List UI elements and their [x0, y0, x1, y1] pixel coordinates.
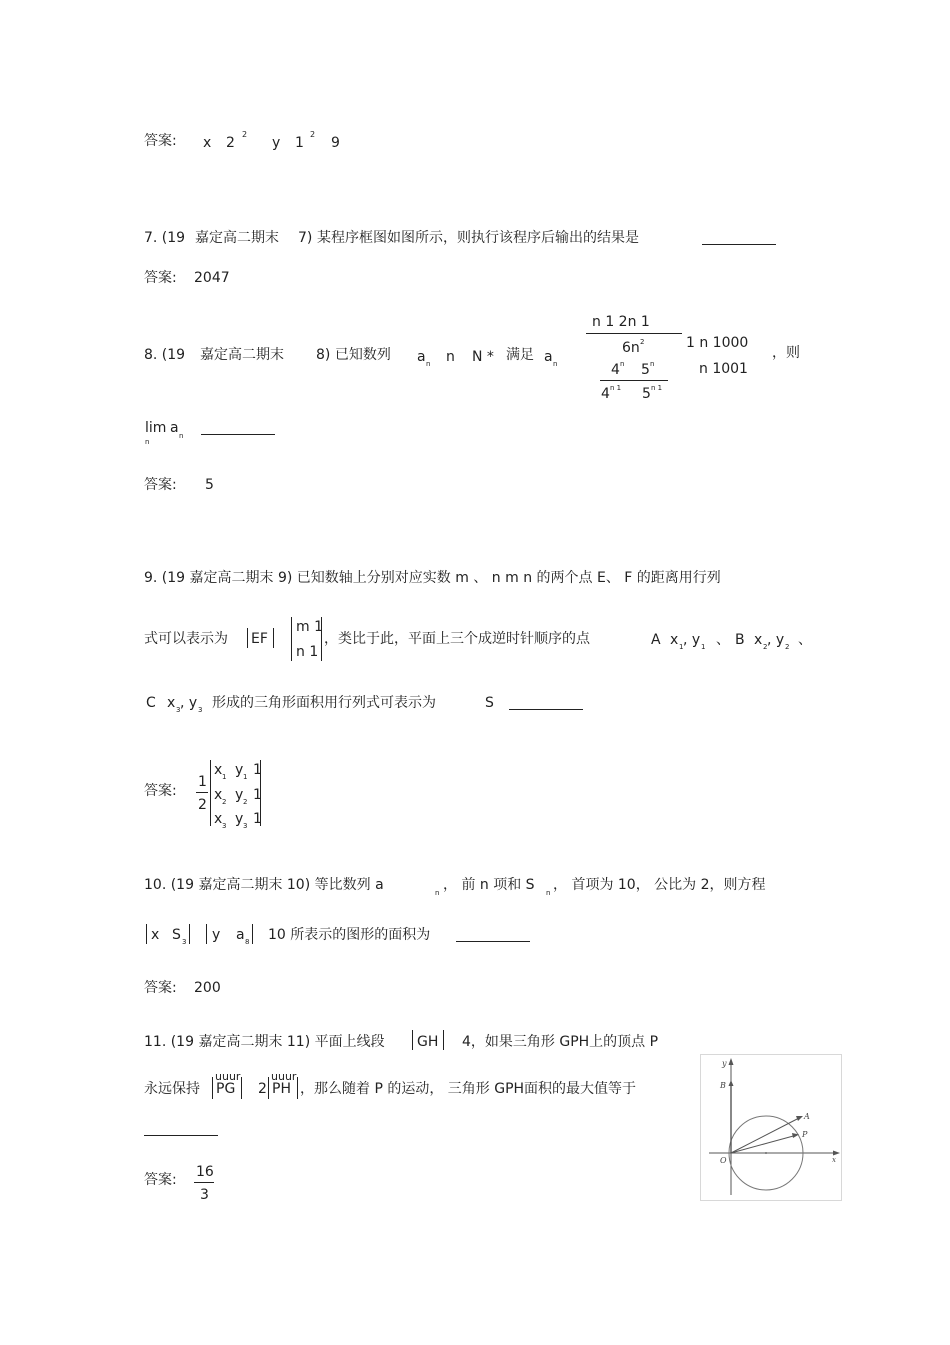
question-10-line1b: ， 前 n 项和 S [443, 877, 535, 893]
q8-case2: n 1001 [699, 361, 748, 377]
question-8-nstar: N * [472, 349, 494, 365]
vector-OP [731, 1135, 797, 1153]
abs-bar [189, 924, 190, 944]
answer-6-exp1: 2 [242, 130, 248, 139]
answer-label: 答案: [144, 1172, 177, 1188]
question-8-source: 嘉定高二期末 [200, 347, 284, 363]
question-7-text: 某程序框图如图所示，则执行该程序后输出的结果是 [317, 230, 639, 246]
question-11-PG: PG [216, 1081, 236, 1097]
abs-bar [252, 924, 253, 944]
answer-6-2: 2 [226, 135, 235, 151]
question-10-y: y [212, 927, 221, 943]
row2-x-sub: 2 [222, 798, 227, 806]
q8-frac2-den-5-exp: n 1 [651, 384, 663, 392]
det-bar-left [210, 760, 211, 826]
arrow-B [729, 1080, 734, 1086]
q8-frac2-num-5-exp: n [650, 360, 655, 368]
vector-arrow-mark: uuur [271, 1070, 297, 1083]
question-9-x2-sub: 2 [763, 643, 768, 651]
question-9-S: S [485, 695, 494, 711]
q8-frac1-num: n 1 2n 1 [592, 314, 650, 330]
det-bar-right [321, 617, 322, 661]
question-8-ref: 8) 已知数列 [316, 347, 391, 363]
answer-label: 答案: [144, 980, 177, 996]
answer-8-value: 5 [205, 477, 214, 493]
answer-11-frac-bar [194, 1182, 214, 1183]
q8-lim-sub: n [145, 438, 150, 446]
answer-9-frac-den: 2 [198, 797, 207, 813]
question-9-x3-sub: 3 [176, 706, 181, 714]
label-P: P [802, 1130, 808, 1139]
abs-bar [412, 1030, 413, 1050]
answer-6-x: x [203, 135, 212, 151]
answer-label: 答案: [144, 270, 177, 286]
q8-lim-a: a [170, 420, 179, 436]
question-9-sep1: 、 [716, 632, 730, 648]
question-9-y2: , y [767, 632, 785, 648]
label-O: O [720, 1156, 727, 1165]
question-9-x1-sub: 1 [679, 643, 684, 651]
row1-y-sub: 1 [243, 773, 248, 781]
question-11-GH: GH [417, 1034, 439, 1050]
question-10-a8: a [236, 927, 245, 943]
q8-frac2-num-5: 5 [641, 362, 650, 378]
q8-frac2-num-4-exp: n [620, 360, 625, 368]
question-8-a2-sub: n [553, 360, 558, 368]
answer-6-9: 9 [331, 135, 340, 151]
x-axis-arrow [833, 1151, 840, 1156]
question-10-a8-sub: 8 [245, 938, 250, 946]
abs-bar-right [273, 628, 274, 648]
answer-label: 答案: [144, 783, 177, 799]
question-11-line1a: 11. (19 嘉定高二期末 11) 平面上线段 [144, 1034, 385, 1050]
question-10-a-sub: n [435, 889, 440, 897]
answer-11-frac-num: 16 [196, 1164, 214, 1180]
question-10-rest: 10 所表示的图形的面积为 [268, 927, 431, 943]
question-10-blank [456, 941, 530, 942]
q8-frac2-den-4: 4 [601, 386, 610, 402]
row2-y: y [235, 787, 244, 803]
question-9-EF: EF [251, 631, 268, 647]
question-8-n: n [446, 349, 455, 365]
arrow-A [796, 1116, 803, 1121]
q8-frac2-den-5: 5 [642, 386, 651, 402]
row2-y-sub: 2 [243, 798, 248, 806]
row3-y-sub: 3 [243, 822, 248, 830]
question-10-line1: 10. (19 嘉定高二期末 10) 等比数列 a [144, 877, 384, 893]
abs-bar [212, 1077, 213, 1099]
question-9-x3: x [167, 695, 176, 711]
question-9-y1-sub: 1 [701, 643, 706, 651]
abs-bar-left [247, 628, 248, 648]
q8-then: ，则 [772, 345, 800, 361]
y-axis-arrow [729, 1058, 734, 1065]
label-y: y [722, 1059, 727, 1068]
q8-lim: lim [145, 420, 167, 436]
question-9-line1: 9. (19 嘉定高二期末 9) 已知数轴上分别对应实数 m 、 n m n 的两个点 E、 F 的距离用行列 [144, 570, 721, 586]
label-B: B [720, 1081, 726, 1090]
question-7-ref: 7) [298, 230, 313, 246]
q8-lim-a-sub: n [179, 432, 184, 440]
abs-bar [146, 924, 147, 944]
circle-center [765, 1152, 767, 1154]
abs-bar [241, 1077, 242, 1099]
vector-arrow-mark: uuur [215, 1070, 241, 1083]
row3-y: y [235, 811, 244, 827]
question-9-y1: , y [683, 632, 701, 648]
row3-x: x [214, 811, 223, 827]
q8-frac1-den: 6n [622, 340, 640, 356]
row2-one: 1 [253, 787, 262, 803]
question-9-line2a: 式可以表示为 [144, 631, 228, 647]
question-7-source: 嘉定高二期末 [195, 230, 279, 246]
question-10-line1c: ， 首项为 10， 公比为 2，则方程 [553, 877, 766, 893]
answer-6-exp2: 2 [310, 130, 316, 139]
question-8-a-sub: n [426, 360, 431, 368]
answer-label: 答案: [144, 133, 177, 149]
abs-bar [268, 1077, 269, 1099]
row3-one: 1 [253, 811, 262, 827]
abs-bar [206, 924, 207, 944]
answer-9-frac-bar [196, 792, 208, 793]
row1-x: x [214, 762, 223, 778]
abs-bar [297, 1077, 298, 1099]
abs-bar [443, 1030, 444, 1050]
q8-frac2-den-4-exp: n 1 [610, 384, 622, 392]
question-9-sep2: 、 [798, 632, 812, 648]
question-10-S-sub: n [546, 889, 551, 897]
q8-frac1-bar [586, 333, 682, 334]
question-11-two: 2 [258, 1081, 267, 1097]
answer-7-value: 2047 [194, 270, 230, 286]
question-10-S3: S [172, 927, 181, 943]
question-10-S3-sub: 3 [182, 938, 187, 946]
row2-x: x [214, 787, 223, 803]
question-10-x: x [151, 927, 160, 943]
det-bar-left [291, 617, 292, 661]
row1-x-sub: 1 [222, 773, 227, 781]
row1-one: 1 [253, 762, 262, 778]
row1-y: y [235, 762, 244, 778]
question-9-m1: m 1 [296, 619, 323, 635]
question-9-B: B [735, 632, 745, 648]
question-9-y3: , y [180, 695, 198, 711]
question-9-y2-sub: 2 [785, 643, 790, 651]
answer-label: 答案: [144, 477, 177, 493]
answer-11-frac-den: 3 [200, 1187, 209, 1203]
question-8-blank [201, 434, 275, 435]
question-9-x2: x [754, 632, 763, 648]
question-11-line1b: 4，如果三角形 GPH上的顶点 P [462, 1034, 659, 1050]
vector-OA [731, 1117, 801, 1153]
question-9-blank [509, 709, 583, 710]
question-11-line2b: ，那么随着 P 的运动， 三角形 GPH面积的最大值等于 [300, 1081, 637, 1097]
q8-frac2-num-4: 4 [611, 362, 620, 378]
question-9-n1: n 1 [296, 644, 319, 660]
question-8-cond: 满足 [506, 347, 534, 363]
question-11-blank [144, 1135, 218, 1136]
answer-10-value: 200 [194, 980, 221, 996]
question-7-number: 7. (19 [144, 230, 186, 246]
coordinate-figure [700, 1054, 842, 1201]
question-9-C: C [146, 695, 156, 711]
question-9-A: A [651, 632, 661, 648]
question-8-a2: a [544, 349, 553, 365]
question-11-PH: PH [272, 1081, 291, 1097]
answer-6-y: y [272, 135, 281, 151]
question-11-line2a: 永远保持 [144, 1081, 200, 1097]
label-x: x [832, 1156, 836, 1164]
question-9-line2b: ，类比于此，平面上三个成逆时针顺序的点 [324, 631, 590, 647]
label-A: A [804, 1112, 810, 1121]
question-8-a: a [417, 349, 426, 365]
figure-svg [701, 1055, 841, 1200]
question-8-number: 8. (19 [144, 347, 186, 363]
row3-x-sub: 3 [222, 822, 227, 830]
answer-6-1: 1 [295, 135, 304, 151]
question-9-x1: x [670, 632, 679, 648]
question-9-y3-sub: 3 [198, 706, 203, 714]
q8-case1: 1 n 1000 [686, 335, 749, 351]
q8-frac1-den-exp: 2 [640, 338, 645, 346]
question-9-line3: 形成的三角形面积用行列式可表示为 [212, 695, 436, 711]
question-7-blank [702, 244, 776, 245]
answer-9-frac-num: 1 [198, 774, 207, 790]
